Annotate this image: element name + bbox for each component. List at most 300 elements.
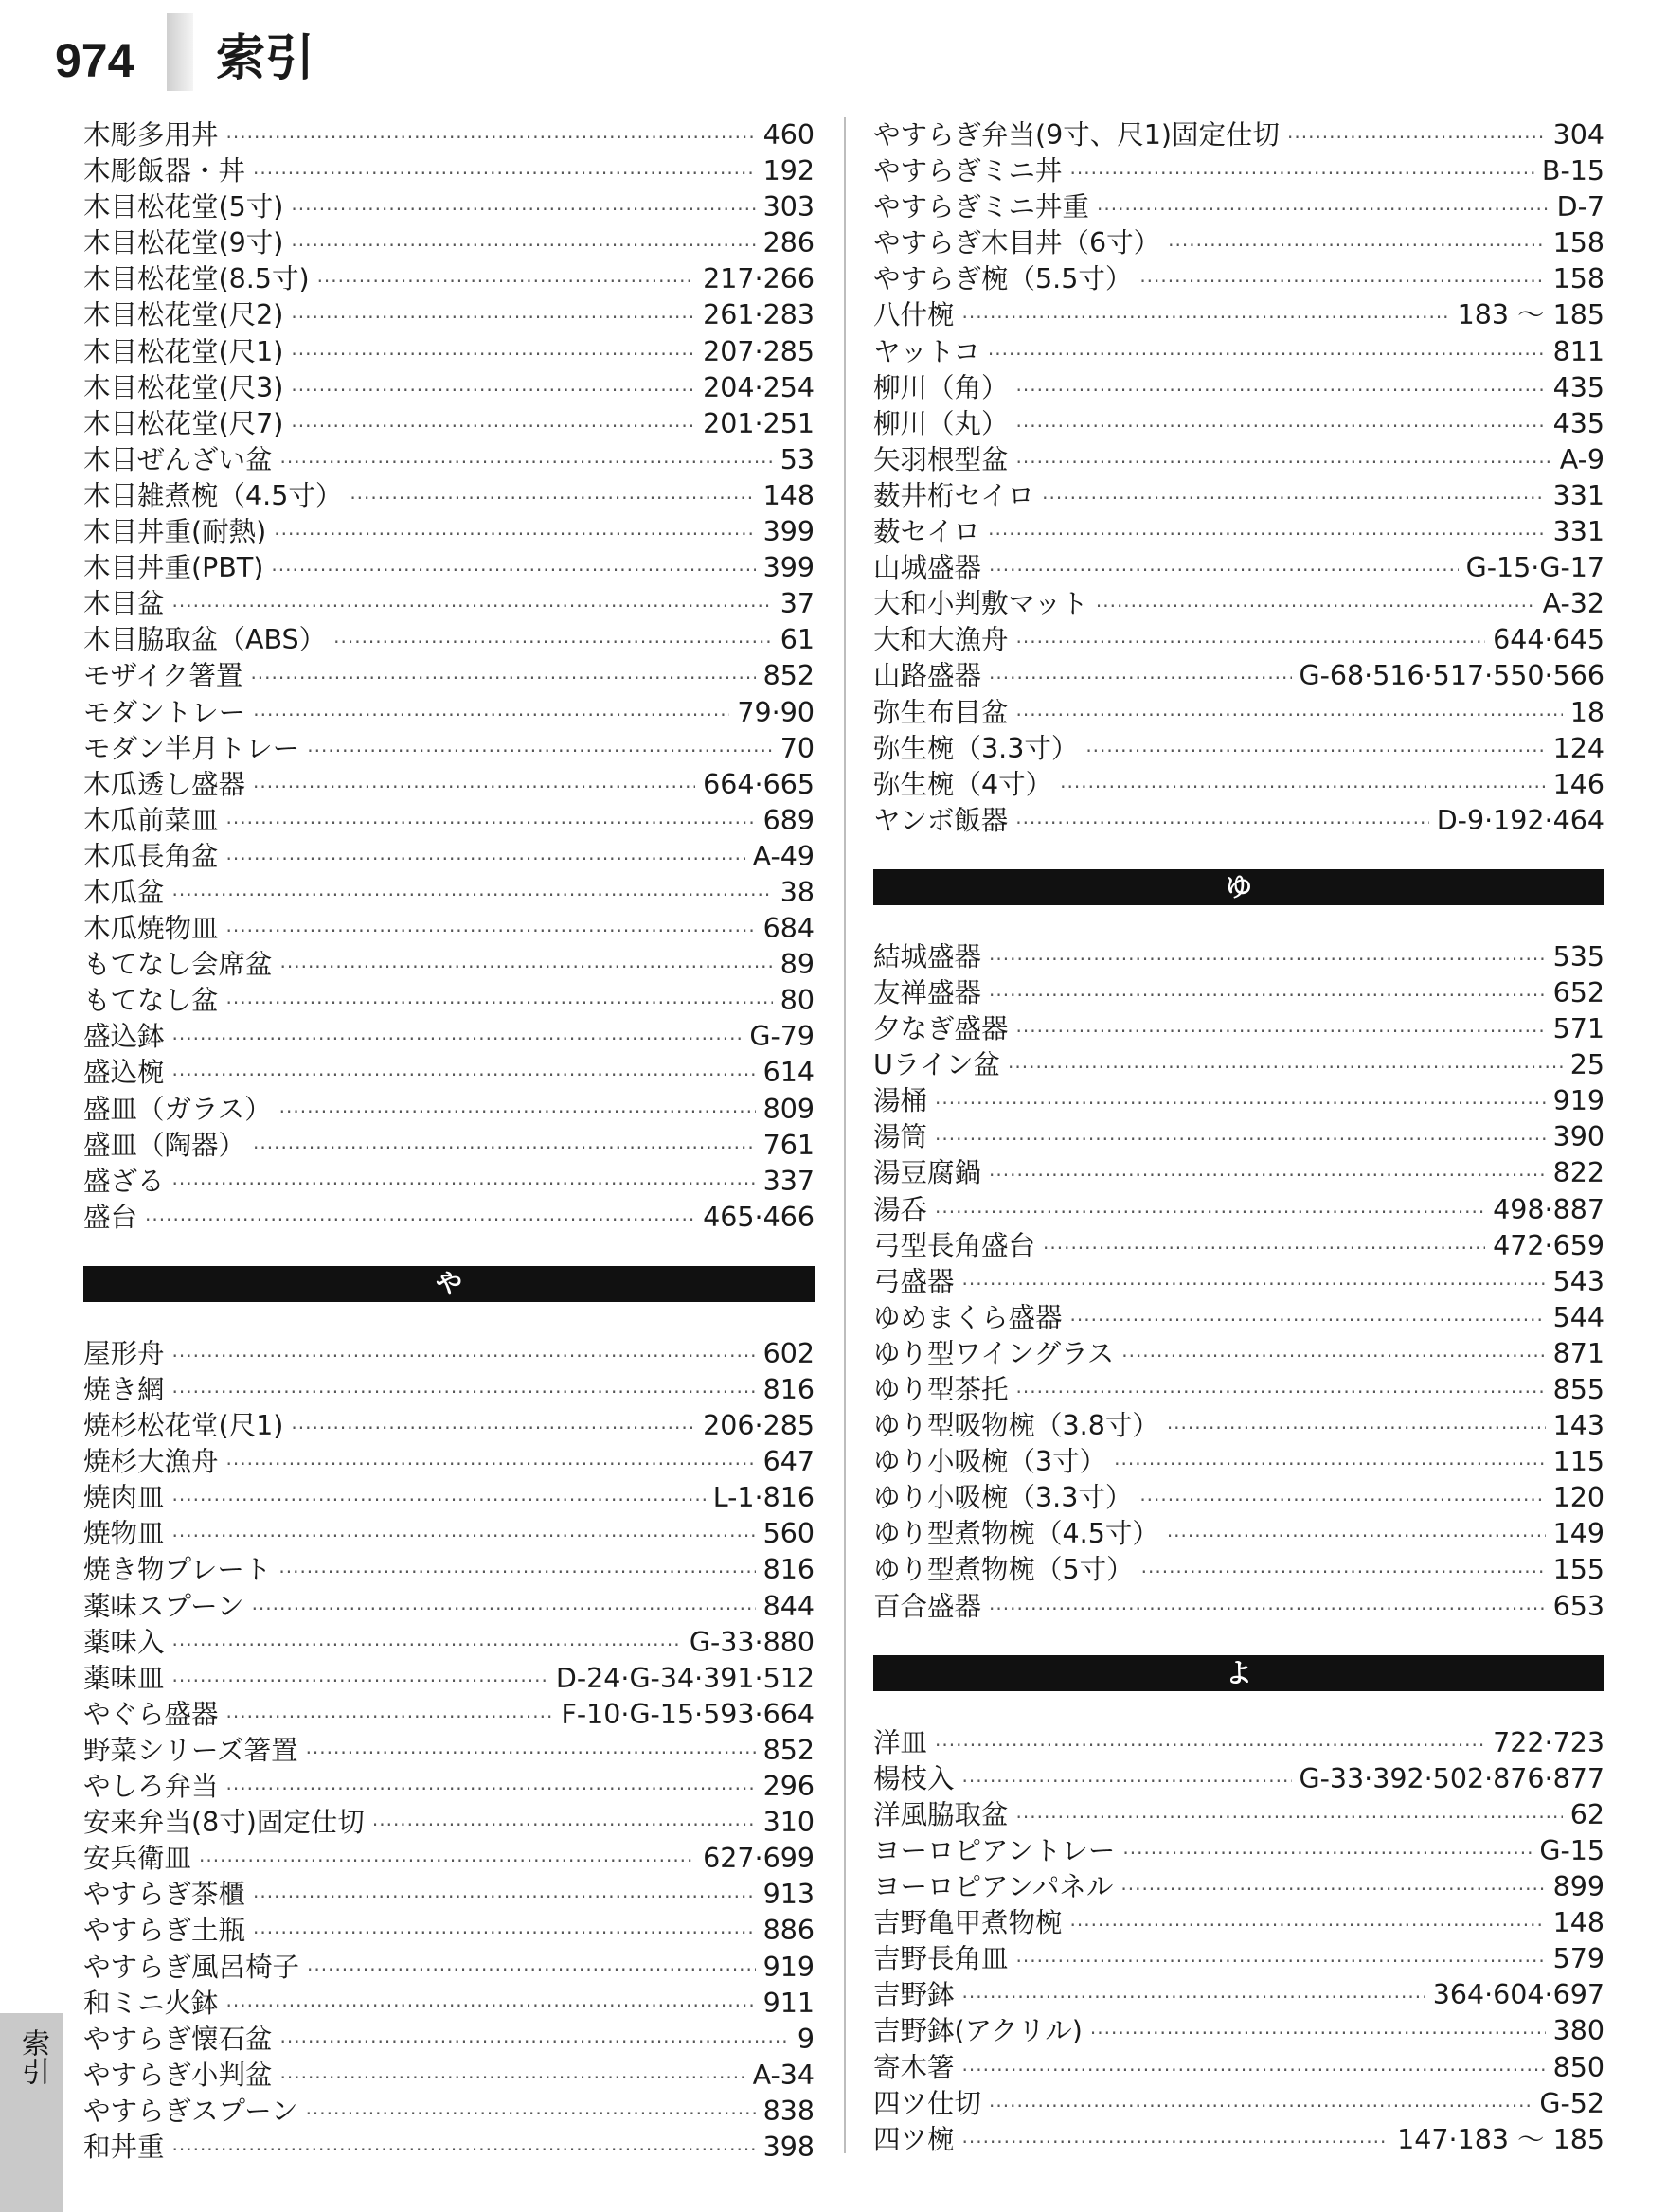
entry-name: やぐら盛器 bbox=[83, 1698, 219, 1730]
entry-name: ヤンボ飯器 bbox=[873, 804, 1009, 836]
entry-name: 盛台 bbox=[83, 1201, 138, 1233]
leader-dots bbox=[280, 2060, 745, 2096]
leader-dots bbox=[935, 1727, 1485, 1763]
section-gap bbox=[873, 1625, 1604, 1655]
leader-dots bbox=[253, 769, 695, 805]
entry-name: 木目松花堂(9寸) bbox=[83, 227, 284, 259]
entry-name: やすらぎスプーン bbox=[83, 2095, 298, 2127]
leader-dots bbox=[1114, 1446, 1545, 1482]
entry-page: G-33·392·502·876·877 bbox=[1299, 1762, 1604, 1794]
entry-page: G-68·516·517·550·566 bbox=[1299, 660, 1604, 692]
leader-dots bbox=[253, 1915, 756, 1951]
index-entry bbox=[83, 875, 815, 911]
entry-page: 37 bbox=[780, 588, 815, 620]
index-entry bbox=[83, 1877, 815, 1913]
entry-name: 木瓜透し盛器 bbox=[83, 768, 246, 800]
section-header-yu: ゆ bbox=[873, 869, 1604, 905]
index-entry bbox=[873, 478, 1604, 514]
leader-dots bbox=[1085, 733, 1545, 769]
entry-name: 洋風脇取盆 bbox=[873, 1798, 1009, 1830]
header-decorative-bar bbox=[167, 13, 193, 91]
entry-page: 498·887 bbox=[1493, 1193, 1604, 1225]
entry-name: 弥生椀（3.3寸） bbox=[873, 732, 1079, 764]
entry-name: 湯呑 bbox=[873, 1193, 928, 1225]
index-entry bbox=[873, 189, 1604, 225]
index-entry bbox=[83, 442, 815, 478]
leader-dots bbox=[172, 1057, 756, 1093]
entry-page: 331 bbox=[1552, 479, 1604, 511]
entry-page: 911 bbox=[762, 1987, 815, 2019]
leader-dots bbox=[172, 1021, 743, 1057]
index-entry bbox=[83, 767, 815, 803]
entry-name: ゆり型茶托 bbox=[873, 1374, 1009, 1405]
index-entry bbox=[83, 1480, 815, 1516]
entry-page: 331 bbox=[1552, 516, 1604, 548]
entry-name: やすらぎ木目丼（6寸） bbox=[873, 227, 1161, 259]
index-entry bbox=[83, 1055, 815, 1091]
entry-page: 25 bbox=[1569, 1049, 1604, 1081]
entry-name: 薬味入 bbox=[83, 1626, 165, 1658]
entry-name: ヤットコ bbox=[873, 335, 980, 367]
index-entry bbox=[83, 297, 815, 333]
entry-name: 木彫飯器・丼 bbox=[83, 155, 246, 187]
leader-dots bbox=[271, 552, 755, 588]
index-entry bbox=[83, 1697, 815, 1733]
index-entry bbox=[83, 1841, 815, 1877]
entry-name: 弓型長角盛台 bbox=[873, 1229, 1036, 1261]
leader-dots bbox=[1043, 1230, 1485, 1266]
index-entry bbox=[83, 1164, 815, 1200]
leader-dots bbox=[989, 2088, 1532, 2124]
entry-page: 460 bbox=[762, 119, 815, 151]
leader-dots bbox=[226, 1699, 554, 1735]
index-entry bbox=[873, 261, 1604, 297]
index-entry bbox=[873, 622, 1604, 658]
entry-page: G-15 bbox=[1539, 1834, 1604, 1866]
entry-page: 571 bbox=[1552, 1013, 1604, 1045]
leader-dots bbox=[1120, 1871, 1545, 1907]
entry-page: 155 bbox=[1552, 1554, 1604, 1586]
entry-name: 焼肉皿 bbox=[83, 1482, 165, 1514]
entry-page: 18 bbox=[1569, 696, 1604, 728]
entry-page: 148 bbox=[1552, 1907, 1604, 1939]
entry-name: 盛ざる bbox=[83, 1165, 165, 1197]
entry-page: D-7 bbox=[1556, 191, 1604, 223]
entry-page: 201·251 bbox=[703, 407, 815, 439]
entry-page: 398 bbox=[762, 2131, 815, 2163]
entry-page: 435 bbox=[1552, 407, 1604, 439]
entry-name: 安兵衛皿 bbox=[83, 1843, 192, 1875]
entry-page: 653 bbox=[1552, 1590, 1604, 1622]
entry-name: 木目雑煮椀（4.5寸） bbox=[83, 479, 343, 511]
entry-name: 野菜シリーズ箸置 bbox=[83, 1734, 298, 1766]
leader-dots bbox=[988, 516, 1545, 552]
index-entry bbox=[873, 2122, 1604, 2158]
entry-page: 919 bbox=[762, 1951, 815, 1983]
entry-page: 380 bbox=[1552, 2015, 1604, 2047]
entry-name: 安来弁当(8寸)固定仕切 bbox=[83, 1807, 365, 1839]
left-column bbox=[83, 117, 815, 2166]
leader-dots bbox=[172, 877, 773, 913]
entry-page: 761 bbox=[762, 1129, 815, 1161]
leader-dots bbox=[988, 336, 1546, 372]
section-header-ya: や bbox=[83, 1266, 815, 1302]
entry-name: 友禅盛器 bbox=[873, 976, 982, 1008]
leader-dots bbox=[1139, 263, 1545, 299]
index-entry bbox=[83, 622, 815, 658]
entry-page: A-49 bbox=[752, 840, 815, 872]
entry-name: ゆり小吸椀（3.3寸） bbox=[873, 1482, 1133, 1514]
leader-dots bbox=[1016, 408, 1546, 444]
entry-page: 310 bbox=[762, 1807, 815, 1839]
leader-dots bbox=[172, 1338, 756, 1374]
index-entry bbox=[83, 1019, 815, 1055]
entry-name: やすらぎ茶櫃 bbox=[83, 1879, 246, 1911]
leader-dots bbox=[291, 336, 695, 372]
entry-name: 吉野鉢(アクリル) bbox=[873, 2015, 1083, 2047]
entry-name: ゆり型煮物椀（4.5寸） bbox=[873, 1518, 1159, 1550]
leader-dots bbox=[333, 624, 773, 660]
entry-name: ヨーロピアンパネル bbox=[873, 1871, 1114, 1903]
entry-name: 木瓜焼物皿 bbox=[83, 913, 219, 945]
leader-dots bbox=[172, 1166, 756, 1202]
entry-name: 木目丼重(耐熱) bbox=[83, 516, 267, 548]
entry-page: 913 bbox=[762, 1879, 815, 1911]
entry-name: 柳川（丸） bbox=[873, 407, 1009, 439]
index-entry bbox=[873, 1977, 1604, 2013]
leader-dots bbox=[226, 985, 773, 1021]
leader-dots bbox=[962, 2052, 1546, 2088]
index-entry bbox=[873, 658, 1604, 694]
leader-dots bbox=[172, 1482, 706, 1518]
entry-name: 木瓜盆 bbox=[83, 876, 165, 908]
leader-dots bbox=[1141, 1554, 1546, 1590]
index-entry bbox=[873, 370, 1604, 406]
index-entry bbox=[873, 1155, 1604, 1191]
leader-dots bbox=[1090, 2015, 1546, 2051]
leader-dots bbox=[1097, 191, 1550, 227]
entry-name: 焼物皿 bbox=[83, 1518, 165, 1550]
entry-page: 855 bbox=[1552, 1374, 1604, 1405]
index-entry bbox=[83, 803, 815, 839]
index-entry bbox=[83, 117, 815, 153]
index-entry bbox=[873, 1192, 1604, 1228]
index-entry bbox=[873, 2086, 1604, 2122]
index-entry bbox=[873, 1228, 1604, 1264]
leader-dots bbox=[145, 1202, 695, 1238]
leader-dots bbox=[252, 1591, 756, 1627]
entry-name: 吉野亀甲煮物椀 bbox=[873, 1907, 1063, 1939]
leader-dots bbox=[962, 299, 1450, 335]
entry-page: 399 bbox=[762, 516, 815, 548]
entry-page: 158 bbox=[1552, 227, 1604, 259]
index-entry bbox=[83, 189, 815, 225]
entry-page: 53 bbox=[780, 443, 815, 475]
entry-page: 886 bbox=[762, 1915, 815, 1947]
index-entry bbox=[873, 939, 1604, 975]
index-entry bbox=[83, 1200, 815, 1236]
entry-page: B-15 bbox=[1541, 155, 1604, 187]
index-entry bbox=[873, 803, 1604, 839]
entry-page: 206·285 bbox=[703, 1410, 815, 1442]
entry-page: 148 bbox=[762, 479, 815, 511]
entry-page: 89 bbox=[780, 949, 815, 981]
index-entry bbox=[83, 1552, 815, 1588]
entry-page: 286 bbox=[762, 227, 815, 259]
entry-page: 399 bbox=[762, 552, 815, 584]
leader-dots bbox=[935, 1121, 1546, 1157]
left-top-list bbox=[83, 117, 815, 1236]
entry-name: 湯桶 bbox=[873, 1085, 928, 1117]
leader-dots bbox=[1070, 155, 1534, 191]
leader-dots bbox=[1016, 1013, 1546, 1049]
entry-page: 304 bbox=[1552, 119, 1604, 151]
leader-dots bbox=[291, 1410, 695, 1446]
index-entry bbox=[873, 117, 1604, 153]
leader-dots bbox=[172, 1374, 756, 1410]
index-entry bbox=[873, 2013, 1604, 2049]
entry-page: A-9 bbox=[1559, 443, 1604, 475]
index-entry bbox=[873, 731, 1604, 767]
entry-name: 薮セイロ bbox=[873, 516, 981, 548]
entry-name: 山城盛器 bbox=[873, 552, 982, 584]
entry-name: モザイク箸置 bbox=[83, 660, 243, 692]
leader-dots bbox=[307, 1952, 756, 1988]
index-entry bbox=[873, 1797, 1604, 1833]
entry-name: 楊枝入 bbox=[873, 1762, 955, 1794]
index-entry bbox=[873, 153, 1604, 189]
entry-page: A-32 bbox=[1542, 588, 1604, 620]
index-entry bbox=[83, 1092, 815, 1128]
leader-dots bbox=[935, 1085, 1546, 1121]
entry-name: 吉野長角皿 bbox=[873, 1943, 1009, 1975]
index-entry bbox=[83, 225, 815, 261]
leader-dots bbox=[253, 1130, 756, 1166]
entry-page: 822 bbox=[1552, 1157, 1604, 1189]
entry-name: ゆり型吸物椀（3.8寸） bbox=[873, 1410, 1159, 1442]
index-entry bbox=[873, 1905, 1604, 1941]
leader-dots bbox=[226, 805, 756, 841]
index-entry bbox=[873, 1083, 1604, 1119]
entry-name: やしろ弁当 bbox=[83, 1771, 219, 1803]
entry-page: 689 bbox=[762, 804, 815, 836]
entry-name: やすらぎミニ丼 bbox=[873, 155, 1063, 187]
entry-name: もてなし会席盆 bbox=[83, 949, 273, 981]
entry-page: 579 bbox=[1552, 1943, 1604, 1975]
entry-name: ゆり型煮物椀（5寸） bbox=[873, 1554, 1134, 1586]
index-entry bbox=[83, 2058, 815, 2094]
entry-page: 217·266 bbox=[703, 263, 815, 295]
entry-name: ゆり小吸椀（3寸） bbox=[873, 1446, 1107, 1478]
index-entry bbox=[873, 334, 1604, 370]
leader-dots bbox=[291, 299, 695, 335]
entry-name: モダン半月トレー bbox=[83, 732, 300, 764]
entry-page: 472·659 bbox=[1493, 1229, 1604, 1261]
index-entry bbox=[873, 1833, 1604, 1869]
leader-dots bbox=[226, 119, 756, 155]
entry-page: 899 bbox=[1552, 1871, 1604, 1903]
index-entry bbox=[83, 839, 815, 875]
index-entry bbox=[873, 1516, 1604, 1552]
leader-dots bbox=[280, 2024, 790, 2060]
entry-page: 204·254 bbox=[703, 371, 815, 403]
entry-page: 647 bbox=[762, 1446, 815, 1478]
entry-name: 木目松花堂(尺3) bbox=[83, 371, 284, 403]
yu-section-list bbox=[873, 939, 1604, 1625]
index-entry bbox=[83, 1913, 815, 1949]
entry-name: 焼杉松花堂(尺1) bbox=[83, 1410, 284, 1442]
index-entry bbox=[873, 1264, 1604, 1300]
index-entry bbox=[83, 658, 815, 694]
leader-dots bbox=[172, 588, 773, 624]
index-entry bbox=[873, 550, 1604, 586]
leader-dots bbox=[372, 1807, 756, 1843]
entry-page: G-33·880 bbox=[689, 1626, 815, 1658]
entry-name: 焼き物プレート bbox=[83, 1554, 272, 1586]
leader-dots bbox=[1016, 1943, 1546, 1979]
index-entry bbox=[83, 153, 815, 189]
index-entry bbox=[83, 1950, 815, 1986]
leader-dots bbox=[306, 2096, 756, 2132]
index-entry bbox=[83, 2022, 815, 2058]
leader-dots bbox=[1042, 480, 1545, 516]
leader-dots bbox=[199, 1843, 695, 1879]
entry-name: 木目脇取盆（ABS） bbox=[83, 624, 327, 656]
leader-dots bbox=[989, 941, 1546, 977]
entry-page: 79·90 bbox=[737, 696, 815, 728]
entry-page: 811 bbox=[1552, 335, 1604, 367]
leader-dots bbox=[989, 1591, 1546, 1627]
entry-name: 八什椀 bbox=[873, 299, 955, 331]
entry-name: 洋皿 bbox=[873, 1726, 928, 1758]
entry-name: 寄木箸 bbox=[873, 2051, 955, 2083]
right-column bbox=[873, 117, 1604, 2158]
index-entry bbox=[83, 1625, 815, 1661]
entry-name: 山路盛器 bbox=[873, 660, 982, 692]
entry-page: 602 bbox=[762, 1337, 815, 1369]
entry-page: 614 bbox=[762, 1057, 815, 1089]
index-entry bbox=[873, 1119, 1604, 1155]
side-tab-label: 索引 bbox=[16, 2028, 49, 2085]
entry-page: 644·645 bbox=[1493, 624, 1604, 656]
index-entry bbox=[873, 1408, 1604, 1444]
index-entry bbox=[83, 478, 815, 514]
entry-page: 543 bbox=[1552, 1265, 1604, 1297]
entry-name: 木瓜長角盆 bbox=[83, 840, 219, 872]
leader-dots bbox=[1167, 1410, 1546, 1446]
leader-dots bbox=[1167, 1518, 1546, 1554]
entry-page: 61 bbox=[780, 624, 815, 656]
index-entry bbox=[83, 1128, 815, 1164]
leader-dots bbox=[962, 2124, 1390, 2160]
leader-dots bbox=[226, 1446, 756, 1482]
index-entry bbox=[873, 1336, 1604, 1372]
leader-dots bbox=[935, 1194, 1485, 1230]
entry-name: ゆり型ワイングラス bbox=[873, 1337, 1115, 1369]
leader-dots bbox=[172, 1663, 548, 1699]
leader-dots bbox=[317, 263, 696, 299]
leader-dots bbox=[962, 1979, 1425, 2015]
index-entry bbox=[873, 1941, 1604, 1977]
index-entry bbox=[873, 225, 1604, 261]
leader-dots bbox=[1016, 1374, 1546, 1410]
entry-page: 9 bbox=[797, 2023, 815, 2055]
index-entry bbox=[873, 514, 1604, 550]
section-header-yo: よ bbox=[873, 1655, 1604, 1691]
entry-name: 矢羽根型盆 bbox=[873, 443, 1009, 475]
entry-page: G-79 bbox=[749, 1021, 815, 1053]
leader-dots bbox=[226, 1771, 756, 1807]
index-entry bbox=[83, 1336, 815, 1372]
index-entry bbox=[873, 406, 1604, 442]
leader-dots bbox=[280, 949, 773, 985]
leader-dots bbox=[226, 913, 756, 949]
leader-dots bbox=[1016, 1799, 1563, 1835]
leader-dots bbox=[278, 1554, 755, 1590]
leader-dots bbox=[291, 408, 695, 444]
entry-name: やすらぎ椀（5.5寸） bbox=[873, 263, 1133, 295]
leader-dots bbox=[1070, 1907, 1546, 1943]
entry-page: 852 bbox=[762, 1734, 815, 1766]
entry-name: 屋形舟 bbox=[83, 1337, 165, 1369]
entry-page: D-24·G-34·391·512 bbox=[555, 1662, 815, 1694]
index-entry bbox=[873, 1552, 1604, 1588]
entry-page: 120 bbox=[1552, 1482, 1604, 1514]
entry-page: 722·723 bbox=[1493, 1726, 1604, 1758]
ya-section-list bbox=[83, 1336, 815, 2166]
leader-dots bbox=[172, 1518, 756, 1554]
entry-name: 盛込鉢 bbox=[83, 1021, 165, 1053]
index-entry bbox=[83, 586, 815, 622]
entry-page: 684 bbox=[762, 913, 815, 945]
index-entry bbox=[83, 1733, 815, 1769]
entry-name: 和丼重 bbox=[83, 2131, 165, 2163]
entry-name: 盛皿（ガラス） bbox=[83, 1093, 272, 1125]
entry-name: 大和大漁舟 bbox=[873, 624, 1009, 656]
leader-dots bbox=[1096, 588, 1535, 624]
entry-name: 夕なぎ盛器 bbox=[873, 1013, 1009, 1045]
index-entry bbox=[83, 983, 815, 1019]
entry-name: 木目ぜんざい盆 bbox=[83, 443, 273, 475]
entry-page: 390 bbox=[1552, 1121, 1604, 1153]
entry-name: 薬味スプーン bbox=[83, 1590, 244, 1622]
entry-page: 70 bbox=[780, 732, 815, 764]
leader-dots bbox=[1139, 1482, 1545, 1518]
page-number: 974 bbox=[55, 34, 134, 87]
entry-name: 弥生椀（4寸） bbox=[873, 768, 1053, 800]
right-top-list bbox=[873, 117, 1604, 839]
entry-page: 535 bbox=[1552, 940, 1604, 972]
entry-page: 816 bbox=[762, 1554, 815, 1586]
entry-page: 207·285 bbox=[703, 335, 815, 367]
index-entry bbox=[873, 297, 1604, 333]
index-entry bbox=[873, 1589, 1604, 1625]
index-entry bbox=[873, 442, 1604, 478]
entry-name: Uライン盆 bbox=[873, 1049, 1001, 1081]
entry-name: 柳川（角） bbox=[873, 371, 1009, 403]
leader-dots bbox=[172, 2132, 756, 2167]
leader-dots bbox=[989, 552, 1459, 588]
entry-page: L-1·816 bbox=[712, 1482, 815, 1514]
leader-dots bbox=[1060, 769, 1545, 805]
entry-page: 149 bbox=[1552, 1518, 1604, 1550]
index-entry bbox=[83, 947, 815, 983]
leader-dots bbox=[962, 1266, 1546, 1302]
entry-name: 薮井桁セイロ bbox=[873, 479, 1035, 511]
entry-page: 919 bbox=[1552, 1085, 1604, 1117]
index-entry bbox=[873, 695, 1604, 731]
column-divider bbox=[844, 117, 846, 2153]
